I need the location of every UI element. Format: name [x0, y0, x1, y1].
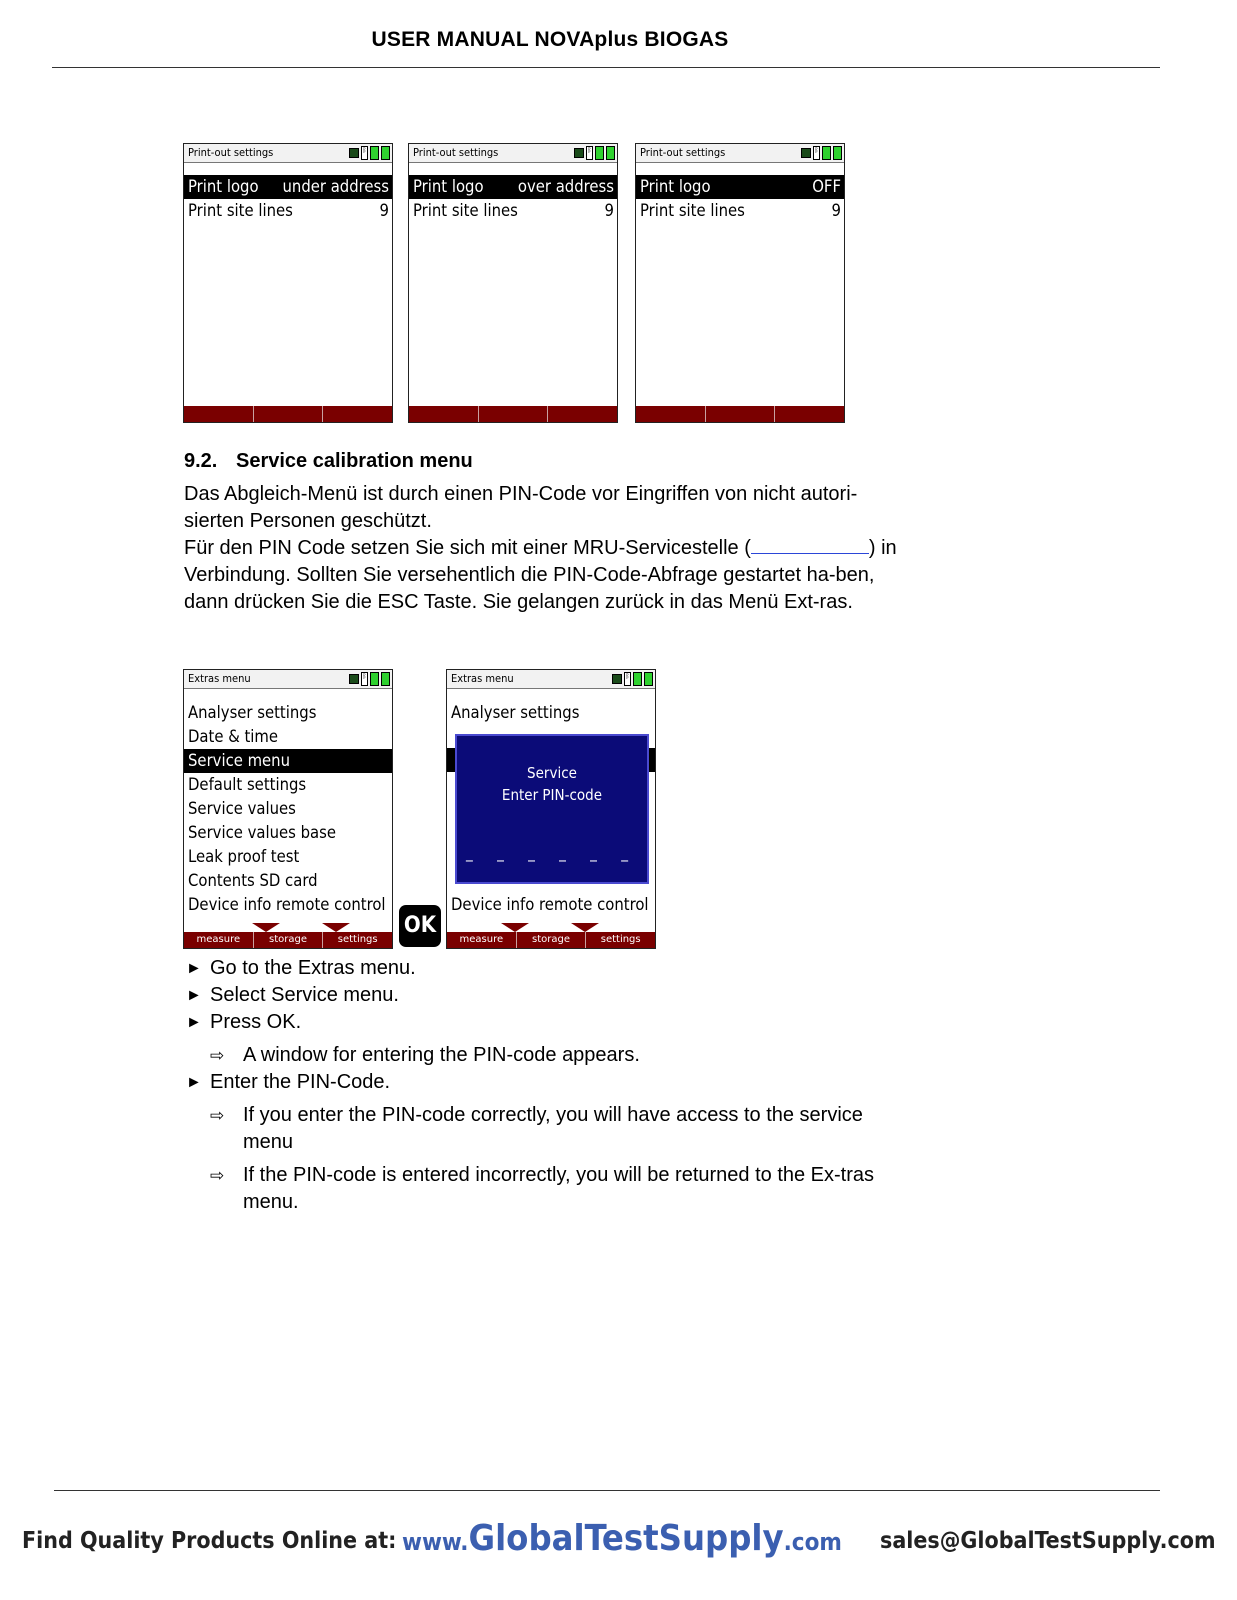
arrow-bullet-icon: ►	[186, 987, 202, 1004]
menu-item-label: Analyser settings	[188, 703, 317, 722]
menu-item[interactable]	[184, 869, 392, 893]
menu-item[interactable]	[447, 893, 655, 917]
section-paragraph	[184, 481, 904, 616]
setting-row[interactable]	[636, 175, 844, 199]
instruction-steps	[186, 955, 906, 1216]
softkey-bar	[184, 932, 392, 948]
section-number: 9.2.	[184, 450, 218, 472]
printout-screen-under-address	[183, 143, 393, 423]
footer-url-main: GlobalTestSupply	[468, 1518, 784, 1559]
bluetooth-icon: ᛒ	[586, 146, 593, 160]
menu-item-label: Service values	[188, 799, 296, 818]
instruction-step	[186, 1069, 906, 1096]
pin-dialog-prompt: Enter PIN-code	[501, 786, 603, 804]
step-text: Go to the Extras menu.	[210, 957, 416, 979]
setting-label: Print site lines	[640, 201, 745, 220]
setting-label: Print site lines	[188, 201, 293, 220]
setting-value: over address	[517, 177, 614, 196]
pin-dialog	[455, 734, 649, 884]
screen-title: Extras menu	[451, 672, 514, 685]
softkey-arrow-icon	[322, 923, 350, 932]
battery-icon	[644, 672, 653, 686]
footer-tagline: Find Quality Products Online at:	[22, 1528, 397, 1554]
menu-item-label: Date & time	[188, 727, 279, 746]
step-text: Press OK.	[210, 1011, 302, 1033]
setting-label: Print logo	[413, 177, 484, 196]
menu-item-label: Service values base	[188, 823, 336, 842]
softkey-arrow-icon	[571, 923, 599, 932]
softkey-storage[interactable]: storage	[253, 932, 323, 948]
softkey-blank[interactable]	[774, 406, 844, 422]
pin-entry-screen	[446, 669, 656, 949]
screen-title: Extras menu	[188, 672, 251, 685]
menu-item-label: Default settings	[188, 775, 307, 794]
softkey-measure[interactable]: measure	[196, 934, 241, 945]
pin-input[interactable]: _ _ _ _ _ _	[466, 844, 638, 862]
softkey-settings[interactable]: settings	[585, 932, 655, 948]
menu-item[interactable]	[184, 773, 392, 797]
power-plug-icon	[349, 674, 359, 684]
extras-menu-screen	[183, 669, 393, 949]
setting-row[interactable]	[184, 199, 392, 223]
menu-item[interactable]	[184, 701, 392, 725]
setting-row[interactable]	[184, 175, 392, 199]
result-text: If the PIN-code is entered incorrectly, you will be returned to the Ex-tras menu.	[243, 1164, 875, 1213]
arrow-bullet-icon: ►	[186, 1014, 202, 1031]
softkey-settings[interactable]: settings	[322, 932, 392, 948]
setting-value: 9	[831, 201, 841, 220]
softkey-blank[interactable]	[409, 406, 478, 422]
result-arrow-icon: ⇨	[210, 1106, 225, 1125]
softkey-blank[interactable]	[547, 406, 617, 422]
screen-title: Print-out settings	[640, 146, 726, 159]
menu-item-label: Service menu	[188, 751, 290, 770]
ok-key[interactable]: OK	[399, 905, 441, 947]
setting-label: Print site lines	[413, 201, 518, 220]
screen-title-bar	[184, 670, 392, 689]
footer-url-prefix: www.	[402, 1528, 469, 1556]
power-plug-icon	[801, 148, 811, 158]
softkey-blank[interactable]	[253, 406, 323, 422]
softkey-blank[interactable]	[184, 406, 253, 422]
battery-icon	[633, 672, 642, 686]
step-text: Select Service menu.	[210, 984, 399, 1006]
battery-icon	[381, 672, 390, 686]
setting-value: under address	[282, 177, 389, 196]
softkey-blank[interactable]	[705, 406, 775, 422]
battery-icon	[833, 146, 842, 160]
status-icons	[612, 672, 653, 686]
battery-icon	[370, 146, 379, 160]
softkey-arrow-icon	[501, 923, 529, 932]
battery-icon	[381, 146, 390, 160]
step-result	[186, 1162, 906, 1216]
setting-row[interactable]	[409, 175, 617, 199]
bluetooth-icon: ᛒ	[624, 672, 631, 686]
header-rule	[52, 67, 1160, 68]
section-heading	[184, 450, 473, 473]
bluetooth-icon: ᛒ	[813, 146, 820, 160]
softkey-bar	[184, 406, 392, 422]
menu-item[interactable]	[447, 701, 655, 725]
printout-screen-over-address	[408, 143, 618, 423]
menu-item[interactable]	[184, 749, 392, 773]
footer-rule	[54, 1490, 1160, 1491]
setting-label: Print logo	[640, 177, 711, 196]
result-text: A window for entering the PIN-code appears.	[243, 1044, 640, 1066]
paragraph-contact-end: ) in Verbindung. Sollten Sie versehentlich die PIN-Code-Abfrage gestartet ha-ben, dann drücken Sie die ESC Taste. Sie gelangen zurück in das Menü Ext-ras.	[184, 537, 897, 613]
softkey-storage[interactable]: storage	[516, 932, 586, 948]
step-result	[186, 1102, 906, 1156]
instruction-step	[186, 1009, 906, 1036]
section-title: Service calibration menu	[236, 450, 473, 472]
footer-url-suffix: .com	[783, 1528, 842, 1556]
setting-value: OFF	[812, 177, 841, 196]
result-text: If you enter the PIN-code correctly, you will have access to the service menu	[243, 1104, 863, 1153]
menu-item[interactable]	[184, 725, 392, 749]
instruction-step	[186, 955, 906, 982]
menu-item[interactable]	[184, 893, 392, 917]
softkey-bar	[636, 406, 844, 422]
instruction-step	[186, 982, 906, 1009]
menu-item-label: Contents SD card	[188, 871, 318, 890]
menu-item[interactable]	[184, 845, 392, 869]
status-icons	[349, 672, 390, 686]
softkey-measure[interactable]: measure	[459, 934, 504, 945]
power-plug-icon	[612, 674, 622, 684]
battery-icon	[370, 672, 379, 686]
bluetooth-icon: ᛒ	[361, 672, 368, 686]
screen-title: Print-out settings	[413, 146, 499, 159]
arrow-bullet-icon: ►	[186, 960, 202, 977]
result-arrow-icon: ⇨	[210, 1046, 225, 1065]
paragraph-pin-protection: Das Abgleich-Menü ist durch einen PIN-Code vor Eingriffen von nicht autori-sierten Personen geschützt.	[184, 483, 858, 532]
softkey-bar	[447, 932, 655, 948]
setting-row[interactable]	[636, 199, 844, 223]
menu-item-label: Analyser settings	[451, 703, 580, 722]
menu-item-label: Leak proof test	[188, 847, 300, 866]
menu-item-label: Device info remote control	[451, 895, 649, 914]
setting-value: 9	[379, 201, 389, 220]
service-link-placeholder[interactable]	[751, 537, 869, 554]
battery-icon	[822, 146, 831, 160]
setting-value: 9	[604, 201, 614, 220]
screen-title-bar	[184, 144, 392, 163]
printout-screen-off	[635, 143, 845, 423]
screen-title: Print-out settings	[188, 146, 274, 159]
setting-row[interactable]	[409, 199, 617, 223]
menu-item-label: Device info remote control	[188, 895, 386, 914]
battery-icon	[606, 146, 615, 160]
softkey-blank[interactable]	[322, 406, 392, 422]
step-text: Enter the PIN-Code.	[210, 1071, 391, 1093]
pin-dialog-title: Service	[527, 764, 577, 782]
softkey-blank[interactable]	[478, 406, 548, 422]
result-arrow-icon: ⇨	[210, 1166, 225, 1185]
footer-email-link[interactable]: sales@GlobalTestSupply.com	[880, 1528, 1216, 1554]
status-icons	[349, 146, 390, 160]
arrow-bullet-icon: ►	[186, 1074, 202, 1091]
menu-item[interactable]	[184, 797, 392, 821]
softkey-blank[interactable]	[636, 406, 705, 422]
power-plug-icon	[574, 148, 584, 158]
menu-item[interactable]	[184, 821, 392, 845]
status-icons	[574, 146, 615, 160]
footer-website-link[interactable]	[402, 1518, 842, 1559]
battery-icon	[595, 146, 604, 160]
screen-title-bar	[409, 144, 617, 163]
paragraph-contact	[184, 535, 904, 616]
page-header-title: USER MANUAL NOVAplus BIOGAS	[371, 28, 729, 51]
step-result	[186, 1042, 906, 1069]
power-plug-icon	[349, 148, 359, 158]
screen-title-bar	[636, 144, 844, 163]
status-icons	[801, 146, 842, 160]
softkey-arrow-icon	[252, 923, 280, 932]
bluetooth-icon: ᛒ	[361, 146, 368, 160]
softkey-bar	[409, 406, 617, 422]
paragraph-contact-start: Für den PIN Code setzen Sie sich mit einer MRU-Servicestelle (	[184, 537, 751, 559]
setting-label: Print logo	[188, 177, 259, 196]
screen-title-bar	[447, 670, 655, 689]
